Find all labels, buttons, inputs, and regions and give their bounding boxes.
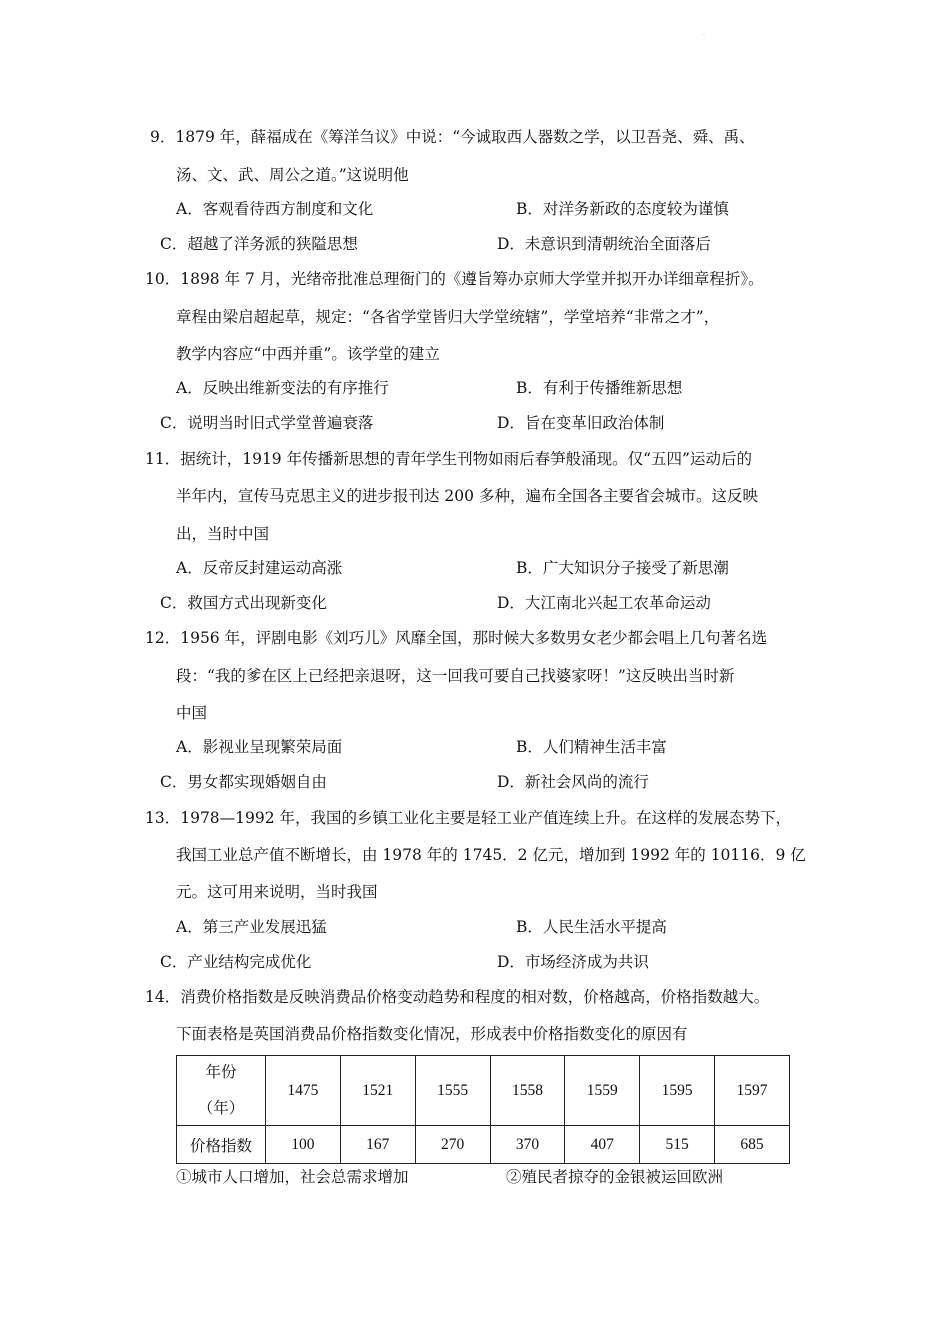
table-cell-year: 1558 (490, 1056, 565, 1126)
table-row (177, 1056, 790, 1126)
question-12-option-a[interactable]: A．影视业呈现繁荣局面 (176, 738, 343, 756)
table-cell-value: 407 (565, 1126, 640, 1164)
question-12-option-b[interactable]: B．人们精神生活丰富 (516, 738, 667, 756)
question-9-option-c[interactable]: C．超越了洋务派的狭隘思想 (160, 235, 358, 253)
question-9-line-2: 汤、文、武、周公之道。”这说明他 (176, 166, 409, 184)
table-cell-value: 167 (340, 1126, 415, 1164)
question-12-line-1: 12．1956 年，评剧电影《刘巧儿》风靡全国，那时候大多数男女老少都会唱上几句著名选 (145, 629, 768, 647)
table-cell-year: 1595 (640, 1056, 715, 1126)
table-row (177, 1126, 790, 1164)
table-cell-value: 100 (266, 1126, 341, 1164)
question-11-line-3: 出，当时中国 (176, 525, 270, 543)
table-cell-value: 270 (415, 1126, 490, 1164)
question-11-option-d[interactable]: D．大江南北兴起工农革命运动 (497, 594, 711, 612)
question-13-option-c[interactable]: C．产业结构完成优化 (160, 953, 312, 971)
question-14-line-1: 14．消费价格指数是反映消费品价格变动趋势和程度的相对数，价格越高，价格指数越大。 (145, 988, 770, 1006)
question-13-option-a[interactable]: A．第三产业发展迅猛 (176, 918, 327, 936)
table-cell-year: 1521 (340, 1056, 415, 1126)
question-11-option-b[interactable]: B．广大知识分子接受了新思潮 (516, 559, 729, 577)
table-cell-value: 370 (490, 1126, 565, 1164)
question-9-option-d[interactable]: D．未意识到清朝统治全面落后 (497, 235, 711, 253)
question-11-option-a[interactable]: A．反帝反封建运动高涨 (176, 559, 343, 577)
question-10-option-c[interactable]: C．说明当时旧式学堂普遍衰落 (160, 414, 374, 432)
question-13-option-b[interactable]: B．人民生活水平提高 (516, 918, 667, 936)
question-10-line-3: 教学内容应“中西并重”。该学堂的建立 (176, 345, 440, 363)
question-10-option-d[interactable]: D．旨在变革旧政治体制 (497, 414, 665, 432)
table-cell-year: 1559 (565, 1056, 640, 1126)
table-header-index: 价格指数 (177, 1126, 266, 1164)
statement-1: ①城市人口增加，社会总需求增加 (176, 1168, 409, 1186)
table-cell-value: 685 (715, 1126, 790, 1164)
table-cell-year: 1555 (415, 1056, 490, 1126)
question-13-option-d[interactable]: D．市场经济成为共识 (497, 953, 649, 971)
question-13-line-3: 元。这可用来说明，当时我国 (176, 883, 378, 901)
question-11-line-1: 11．据统计，1919 年传播新思想的青年学生刊物如雨后春笋般涌现。仅“五四”运动后的 (145, 450, 752, 468)
question-10-option-a[interactable]: A．反映出维新变法的有序推行 (176, 379, 389, 397)
question-9-option-b[interactable]: B．对洋务新政的态度较为谨慎 (516, 200, 729, 218)
question-12-option-c[interactable]: C．男女都实现婚姻自由 (160, 773, 327, 791)
question-11-option-c[interactable]: C．救国方式出现新变化 (160, 594, 327, 612)
question-10-line-1: 10．1898 年 7 月，光绪帝批准总理衙门的《遵旨筹办京师大学堂并拟开办详细章程折》。 (145, 270, 764, 288)
price-index-table (176, 1055, 790, 1164)
page-mark: . (703, 30, 705, 37)
table-cell-year: 1597 (715, 1056, 790, 1126)
question-9-option-a[interactable]: A．客观看待西方制度和文化 (176, 200, 374, 218)
question-10-option-b[interactable]: B．有利于传播维新思想 (516, 379, 683, 397)
question-10-line-2: 章程由梁启超起草，规定：“各省学堂皆归大学堂统辖”，学堂培养“非常之才”， (176, 308, 720, 326)
table-cell-year: 1475 (266, 1056, 341, 1126)
question-12-option-d[interactable]: D．新社会风尚的流行 (497, 773, 649, 791)
statement-2: ②殖民者掠夺的金银被运回欧洲 (506, 1168, 724, 1186)
table-cell-value: 515 (640, 1126, 715, 1164)
question-14-line-2: 下面表格是英国消费品价格指数变化情况，形成表中价格指数变化的原因有 (176, 1025, 688, 1043)
question-12-line-2: 段：“我的爹在区上已经把亲退呀，这一回我可要自己找婆家呀！”这反映出当时新 (176, 667, 735, 685)
question-9-line-1: 9．1879 年，薛福成在《筹洋刍议》中说：“今诚取西人器数之学，以卫吾尧、舜、禹、 (150, 128, 755, 146)
table-header-year: 年份 （年） (177, 1056, 266, 1126)
question-13-line-1: 13．1978—1992 年，我国的乡镇工业化主要是轻工业产值连续上升。在这样的发展态势下， (145, 809, 792, 827)
question-12-line-3: 中国 (176, 704, 208, 722)
question-11-line-2: 半年内，宣传马克思主义的进步报刊达 200 多种，遍布全国各主要省会城市。这反映 (176, 487, 758, 505)
question-13-line-2: 我国工业总产值不断增长，由 1978 年的 1745．2 亿元，增加到 1992 年的 10116．9 亿 (176, 846, 806, 864)
